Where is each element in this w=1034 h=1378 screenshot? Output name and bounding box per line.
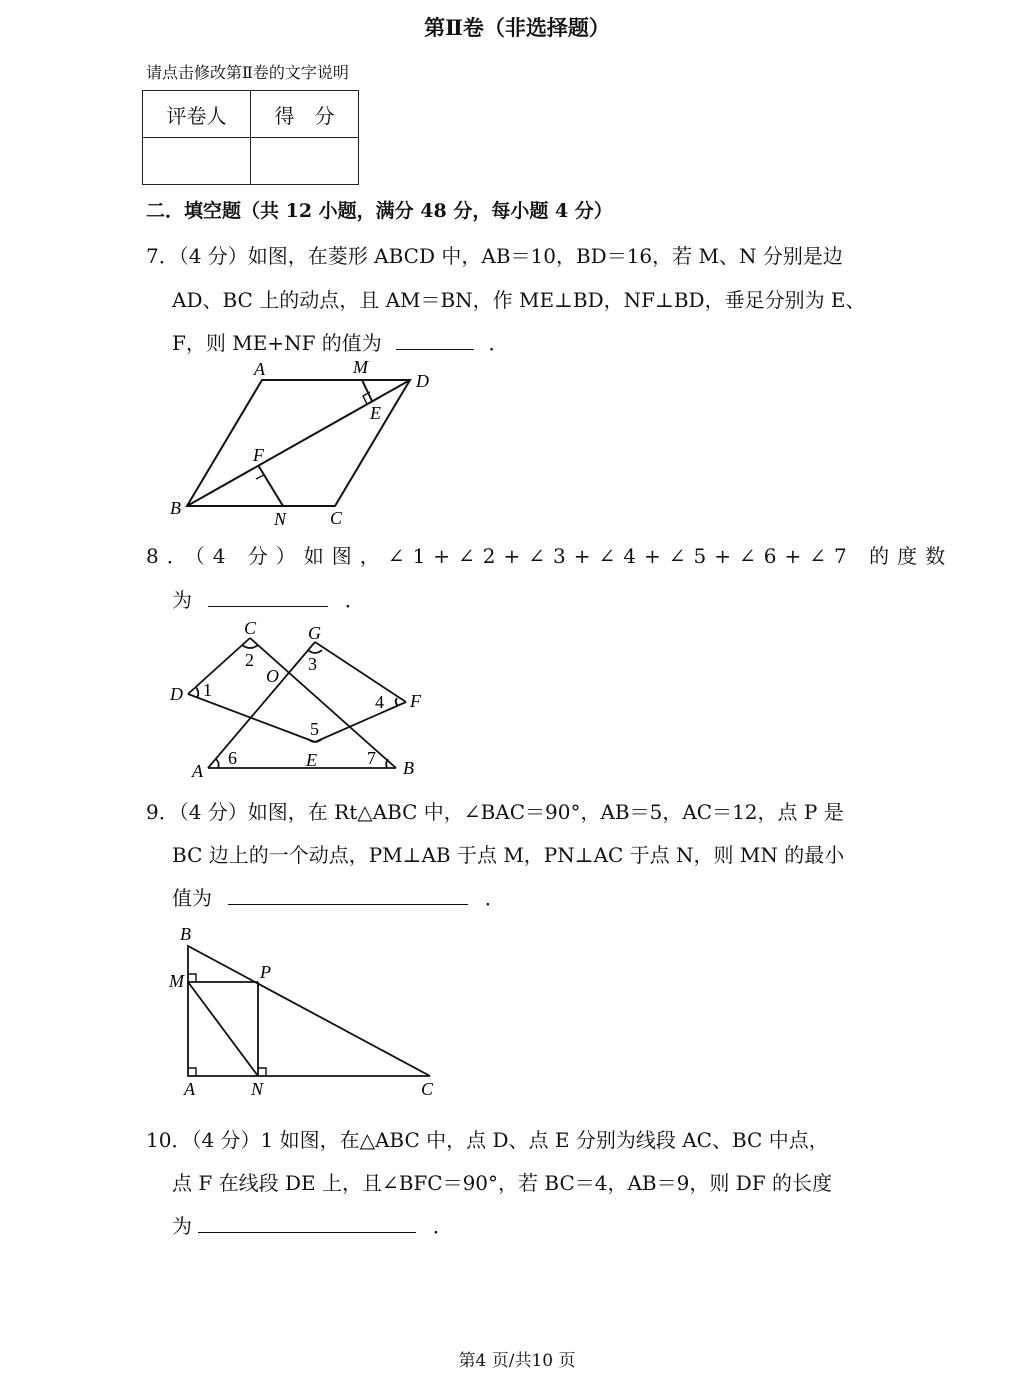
segment-mn	[188, 982, 258, 1076]
q10-line-2: 点 F 在线段 DE 上，且∠BFC＝90°，若 BC＝4，AB＝9，则 DF 的长度	[172, 1171, 832, 1195]
q8-answer-blank[interactable]	[208, 588, 328, 607]
diagonal-bd	[187, 380, 410, 506]
segment-cd	[188, 638, 250, 694]
section-note: 请点击修改第Ⅱ卷的文字说明	[146, 63, 349, 82]
q10-line-3	[172, 1210, 453, 1239]
q7-answer-blank[interactable]	[396, 331, 474, 350]
q7-line-3-text: F，则 ME+NF 的值为	[172, 331, 382, 355]
label-c: C	[244, 618, 257, 638]
label-f: F	[253, 445, 264, 465]
q7-line-2: AD、BC 上的动点，且 AM＝BN，作 ME⊥BD，NF⊥BD，垂足分别为 E、	[172, 288, 866, 312]
label-c: C	[421, 1079, 434, 1099]
label-m: M	[353, 357, 368, 377]
label-a: A	[184, 1079, 195, 1099]
label-e: E	[306, 750, 317, 770]
label-m: M	[169, 971, 184, 991]
q7-line-3	[172, 327, 509, 356]
label-d: D	[416, 371, 429, 391]
q8-line-2-end: ．	[344, 588, 365, 612]
page-title: 第Ⅱ卷（非选择题）	[424, 15, 610, 40]
label-a: A	[254, 359, 265, 379]
angle-label-4: 4	[375, 692, 384, 712]
right-angle-a	[188, 1068, 196, 1076]
angle-label-1: 1	[203, 680, 212, 700]
q10-line-3-text: 为	[172, 1214, 192, 1238]
score-header-grader: 评卷人	[143, 91, 251, 138]
label-d: D	[170, 684, 183, 704]
right-angle-n	[258, 1068, 266, 1076]
q9-line-3-end: ．	[484, 886, 505, 910]
q8-line-2-text: 为	[172, 588, 192, 612]
section-heading: 二．填空题（共 12 小题，满分 48 分，每小题 4 分）	[146, 200, 613, 222]
label-o: O	[266, 666, 279, 686]
q8-angles-figure	[160, 614, 430, 782]
label-g: G	[308, 623, 321, 643]
page-footer: 第4 页/共10 页	[458, 1351, 576, 1371]
triangle-abc	[188, 946, 430, 1076]
label-e: E	[370, 403, 381, 423]
q8-line-1: 8．（4 分）如图，∠1+∠2+∠3+∠4+∠5+∠6+∠7 的度数	[146, 544, 954, 568]
q10-line-3-end: ．	[432, 1214, 453, 1238]
q10-answer-blank[interactable]	[198, 1214, 416, 1233]
score-cell-score[interactable]	[251, 138, 359, 185]
right-angle-m	[188, 974, 196, 982]
label-b: B	[403, 758, 414, 778]
q9-line-3	[172, 882, 505, 911]
q7-line-1: 7．（4 分）如图，在菱形 ABCD 中，AB＝10，BD＝16，若 M、N 分别是边	[146, 244, 843, 268]
q9-triangle-figure	[160, 920, 450, 1105]
angle-arc-7	[386, 759, 388, 768]
label-n: N	[251, 1079, 264, 1099]
q9-line-3-text: 值为	[172, 886, 212, 910]
score-cell-grader[interactable]	[143, 138, 251, 185]
angle-arc-3	[308, 650, 322, 653]
angle-label-3: 3	[308, 654, 317, 674]
score-table	[142, 90, 359, 185]
q8-line-2	[172, 584, 365, 613]
label-a: A	[192, 761, 203, 781]
angle-label-7: 7	[367, 748, 376, 768]
q7-rhombus-figure	[160, 356, 450, 531]
q9-line-1: 9．（4 分）如图，在 Rt△ABC 中，∠BAC＝90°，AB＝5，AC＝12，点 P 是	[146, 800, 844, 824]
angle-arc-6	[216, 759, 219, 768]
score-header-score: 得 分	[251, 91, 359, 138]
angle-label-5: 5	[310, 719, 319, 739]
q9-line-2: BC 边上的一个动点，PM⊥AB 于点 M，PN⊥AC 于点 N，则 MN 的最小	[172, 843, 845, 867]
angle-arc-4	[396, 698, 398, 706]
angle-label-2: 2	[245, 650, 254, 670]
label-b: B	[180, 924, 191, 944]
label-n: N	[274, 509, 287, 529]
label-c: C	[330, 508, 343, 528]
q10-line-1: 10．（4 分）1 如图，在△ABC 中，点 D、点 E 分别为线段 AC、BC 中点，	[146, 1128, 829, 1152]
angle-arc-2	[242, 645, 258, 648]
q7-line-3-end: ．	[488, 331, 509, 355]
q9-answer-blank[interactable]	[228, 886, 468, 905]
label-b: B	[170, 498, 181, 518]
segment-gf	[315, 642, 406, 702]
label-f: F	[410, 691, 421, 711]
label-p: P	[260, 962, 271, 982]
angle-label-6: 6	[228, 748, 237, 768]
